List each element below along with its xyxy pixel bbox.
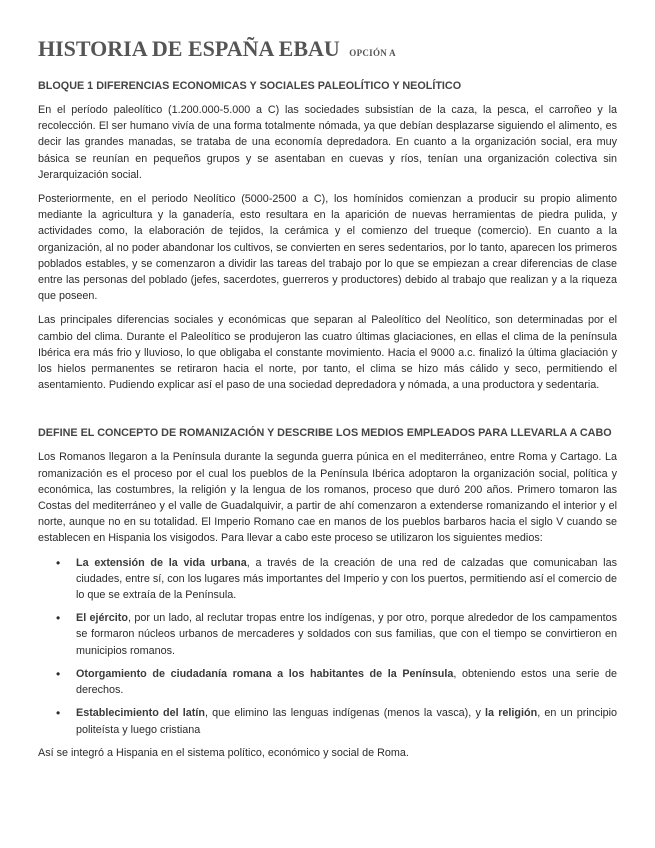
section1-paragraph-2: Posteriormente, en el periodo Neolítico (5000-2500 a C), los homínidos comienzan a producir su propio alimento mediante la agricultura y la ganadería, esto resultara en la aparición de nuevas herramientas de piedra pulida, y actividades como, la elaboración de tejidos, la cerámica y el comienzo del trueque (comercio). En cuanto a la organización, al no poder abandonar los cultivos, se convierten en seres sedentarios, por lo tanto, aparecen los primeros poblados estables, y se comenzaron a dividir las tareas del trabajo por lo que se empiezan a crear diferencias de clase entre las personas del poblado (jefes, sacerdotes, guerreros y productores) debido al trabajo que realizan y a la riqueza que poseen. xyxy=(38,193,617,303)
title-option: OPCIÓN A xyxy=(349,48,396,58)
section1-paragraph-3: Las principales diferencias sociales y económicas que separan al Paleolítico del Neolítico, son determinadas por el cambio del clima. Durante el Paleolítico se produjeron las cuatro últimas glaciaciones, en ellas el clima de la península Ibérica era más frio y lluvioso, lo que obligaba el constante movimiento. Hacia el 9000 a.c. finalizó la última glaciación y los hielos permanentes se retiraron hacia el norte, por tanto, el clima se hizo más cálido y seco, permitiendo el asentamiento. Pudiendo explicar así el paso de una sociedad depredadora y nómada, a una productora y sedentaria. xyxy=(38,314,617,392)
list-item-text: , por un lado, al reclutar tropas entre los indígenas, y por otro, porque alrededor de los campamentos se formaron núcleos urbanos de mercaderes y soldados con sus familias, que con el tiempo se convirtieron en municipios romanos. xyxy=(76,612,618,657)
list-item xyxy=(76,610,617,659)
section2-closing: Así se integró a Hispania en el sistema político, económico y social de Roma. xyxy=(38,746,409,759)
page-title xyxy=(38,36,617,66)
list-item-bold: El ejército xyxy=(76,612,128,625)
romanization-means-list xyxy=(38,555,617,738)
list-item-text: , a través de la creación de una red de calzadas que comunicaban las ciudades, entre sí, con los lugares más importantes del Imperio y con los puertos, permitiendo así el comercio de lo que se extraía de la Península. xyxy=(76,556,617,602)
list-item xyxy=(76,555,617,604)
list-item-bold: Otorgamiento de ciudadanía romana a los habitantes de la Península xyxy=(76,667,454,680)
list-item-bold: la religión xyxy=(485,707,538,720)
title-text: HISTORIA DE ESPAÑA EBAU xyxy=(38,36,340,61)
section2-heading: DEFINE EL CONCEPTO DE ROMANIZACIÓN Y DESCRIBE LOS MEDIOS EMPLEADOS PARA LLEVARLA A CABO xyxy=(38,427,612,440)
list-item-text: , obteniendo estos una serie de derechos. xyxy=(76,667,618,697)
list-item xyxy=(76,666,617,698)
section1-paragraph-1: En el período paleolítico (1.200.000-5.000 a C) las sociedades subsistían de la caza, la pesca, el carroñeo y la recolección. El ser humano vivía de una forma totalmente nómada, ya que debían desplazarse siguiendo el alimento, es decir las grandes manadas, se trataba de una economía depredadora. En cuanto a la organización social, era muy básica se reunían en pequeños grupos y se asentaban en cuevas y ríos, tenían una organización colectiva sin Jerarquización social. xyxy=(38,104,617,181)
list-item-text: , en un principio politeísta y luego cristiana xyxy=(76,707,618,736)
list-item xyxy=(76,705,617,737)
section2-paragraph-1: Los Romanos llegaron a la Península durante la segunda guerra púnica en el mediterráneo, entre Roma y Cartago. La romanización es el proceso por el cual los pueblos de la Península Ibérica adoptaron la organización social, política y económica, las costumbres, la religión y la lengua de los romanos, proceso que duró 200 años. Primero tomaron las Costas del mediterráneo y el valle de Guadalquivir, a partir de ahí comenzaron a extenderse romanizando el interior y el norte, aunque no en su totalidad. El Imperio Romano cae en manos de los pueblos barbaros hacia el siglo V cuando se establecen en Hispania los visigodos. Para llevar a cabo este proceso se utilizaron los siguientes medios: xyxy=(38,451,617,545)
section-gap xyxy=(38,401,617,425)
list-item-text: , que elimino las lenguas indígenas (menos la vasca), y xyxy=(204,707,486,720)
list-item-bold: La extensión de la vida urbana xyxy=(76,556,247,569)
list-item-bold: Establecimiento del latín xyxy=(76,707,205,720)
section1-heading: BLOQUE 1 DIFERENCIAS ECONOMICAS Y SOCIALES PALEOLÍTICO Y NEOLÍTICO xyxy=(38,80,462,92)
